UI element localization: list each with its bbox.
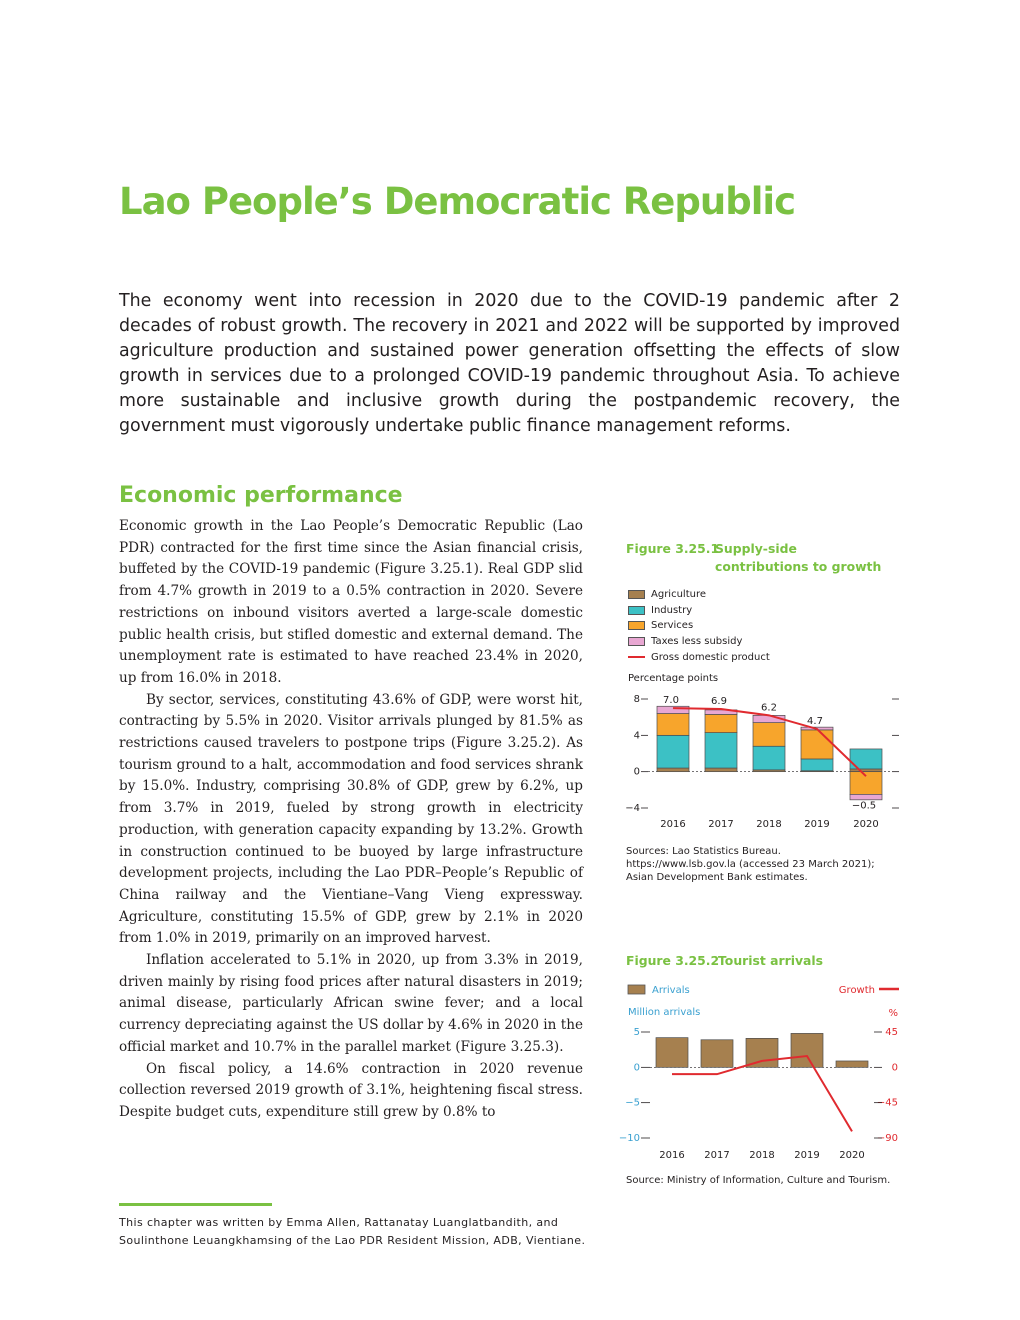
legend-swatch-arrivals [628, 985, 645, 994]
footnote-rule [119, 1203, 272, 1206]
section-heading: Economic performance [119, 483, 403, 508]
x-tick-label: 2017 [708, 819, 734, 830]
paragraph-1: Economic growth in the Lao People’s Democratic Republic (Lao PDR) contracted for the first time since the Asian financial crisis, buffeted by the COVID-19 pandemic (Figure 3.25.1). Real GDP slid from 4.7% growth in 2019 to a 0.5% contraction in 2020. Severe restrictions on inbound visitors averted a large-scale domestic public health crisis, but stifled domestic and external demand. The unemployment rate is estimated to have reached 23.4% in 2020, up from 16.0% in 2018. [119, 518, 583, 686]
figure1-chart [620, 690, 920, 835]
legend-label: Taxes less subsidy [651, 636, 743, 648]
legend-item-taxes [628, 634, 770, 650]
left-axis-unit: Million arrivals [628, 1007, 701, 1018]
y-tick-label: 4 [633, 730, 640, 742]
legend-item-gdp [628, 649, 770, 665]
x-tick-label: 2019 [794, 1150, 820, 1161]
data-label: −0.5 [851, 800, 877, 812]
figure1-legend [628, 587, 770, 665]
legend-item-agriculture [628, 587, 770, 603]
body-text [119, 516, 583, 1124]
legend-item-industry [628, 603, 770, 619]
figure2-number: Figure 3.25.2 [626, 953, 720, 968]
y-tick-label-right: 0 [891, 1062, 898, 1074]
figure2-caption: Tourist arrivals [718, 953, 823, 968]
y-tick-label-right: −90 [876, 1133, 898, 1144]
bar-segment [705, 714, 737, 732]
legend-label: Industry [651, 604, 693, 616]
x-tick-label: 2016 [660, 819, 686, 830]
bar-segment [657, 768, 689, 772]
bar-segment [753, 723, 785, 747]
legend-swatch [628, 590, 645, 599]
bar-segment [850, 794, 882, 799]
bar-segment [657, 735, 689, 768]
page-title: Lao People’s Democratic Republic [119, 180, 796, 223]
paragraph-3: Inflation accelerated to 5.1% in 2020, up from 3.3% in 2019, driven mainly by rising food prices after natural disasters in 2019; animal disease, particularly African swine fever; and a local currency depreciating against the US dollar by 4.6% in 2020 in the official market and 10.7% in the parallel market (Figure 3.25.3). [119, 952, 583, 1055]
figure1-caption: Supply-side contributions to growth [715, 541, 882, 574]
legend-label: Agriculture [651, 589, 706, 601]
legend-label: Gross domestic product [651, 651, 770, 663]
arrivals-bar [656, 1038, 688, 1068]
legend-swatch [628, 606, 645, 615]
legend-label: Services [651, 620, 694, 632]
right-axis-unit: % [888, 1008, 898, 1019]
arrivals-bar [746, 1038, 778, 1067]
y-tick-label-left: −5 [625, 1097, 640, 1109]
footnote: This chapter was written by Emma Allen, Rattanatay Luanglatbandith, and Soulinthone Leuangkhamsing of the Lao PDR Resident Mission, ADB, Vientiane. [119, 1216, 586, 1247]
y-tick-label: 0 [633, 766, 640, 778]
x-tick-label: 2016 [659, 1150, 685, 1161]
paragraph-2: By sector, services, constituting 43.6% of GDP, were worst hit, contracting by 5.5% in 2020. Visitor arrivals plunged by 81.5% as restrictions caused travelers to postpone trips (Figure 3.25.2). As tourism ground to a halt, accommodation and food services shrank by 15.0%. Industry, comprising 30.8% of GDP, grew by 6.2%, up from 3.7% in 2019, fueled by strong growth in electricity production, with generation capacity expanding by 13.2%. Growth in construction continued to be buoyed by large infrastructure development projects, including the Lao PDR–People’s Republic of China railway and the Vientiane–Vang Vieng expressway. Agriculture, constituting 15.5% of GDP, grew by 2.1% in 2020 from 1.0% in 2019, primarily on an improved harvest. [119, 691, 583, 947]
bar-segment [657, 714, 689, 736]
x-tick-label: 2018 [749, 1150, 775, 1161]
bar-segment [705, 768, 737, 772]
y-tick-label: 8 [633, 694, 640, 705]
data-label: 6.9 [711, 695, 727, 707]
y-tick-label-right: −45 [876, 1097, 898, 1109]
bar-segment [753, 746, 785, 770]
figure1-title [626, 540, 906, 580]
arrivals-bar [791, 1033, 823, 1067]
y-tick-label-left: −10 [618, 1133, 640, 1144]
legend-label-arrivals: Arrivals [652, 985, 690, 996]
data-label: 7.0 [663, 695, 679, 707]
x-tick-label: 2017 [704, 1150, 730, 1161]
figure2-chart [620, 980, 920, 1165]
bar-segment [801, 730, 833, 759]
figure1-number: Figure 3.25.1 [626, 541, 720, 556]
bar-segment [801, 759, 833, 771]
figure2-source: Source: Ministry of Information, Culture and Tourism. [626, 1175, 891, 1186]
x-tick-label: 2020 [853, 819, 879, 830]
paragraph-4: On fiscal policy, a 14.6% contraction in 2020 revenue collection reversed 2019 growth of 3.1%, heightening fiscal stress. Despite budget cuts, expenditure still grew by 0.8% to [119, 1060, 583, 1120]
legend-item-services [628, 618, 770, 634]
figure2-title [626, 952, 906, 972]
bar-segment [705, 733, 737, 768]
x-tick-label: 2019 [804, 819, 830, 830]
chapter-summary: The economy went into recession in 2020 due to the COVID-19 pandemic after 2 decades of robust growth. The recovery in 2021 and 2022 will be supported by improved agriculture production and sustained power generation offsetting the effects of slow growth in services due to a prolonged COVID-19 pandemic throughout Asia. To achieve more sustainable and inclusive growth during the postpandemic recovery, the government must vigorously undertake public finance management reforms. [119, 291, 900, 436]
figure1-unit-label: Percentage points [628, 673, 719, 684]
arrivals-bar [836, 1061, 868, 1067]
y-tick-label-left: 5 [633, 1027, 640, 1038]
figure1-source: Sources: Lao Statistics Bureau. https://www.lsb.gov.la (accessed 23 March 2021); Asian Development Bank estimates. [626, 846, 875, 883]
bar-segment [850, 769, 882, 772]
arrivals-bar [701, 1040, 733, 1068]
legend-label-growth: Growth [838, 985, 875, 996]
x-tick-label: 2018 [756, 819, 782, 830]
data-label: 6.2 [761, 702, 777, 714]
data-label: 4.7 [807, 715, 823, 727]
legend-swatch [628, 621, 645, 630]
legend-swatch [628, 637, 645, 646]
y-tick-label: −4 [625, 803, 640, 814]
y-tick-label-right: 45 [885, 1027, 898, 1038]
legend-line [628, 656, 645, 658]
y-tick-label-left: 0 [633, 1062, 640, 1074]
x-tick-label: 2020 [839, 1150, 865, 1161]
